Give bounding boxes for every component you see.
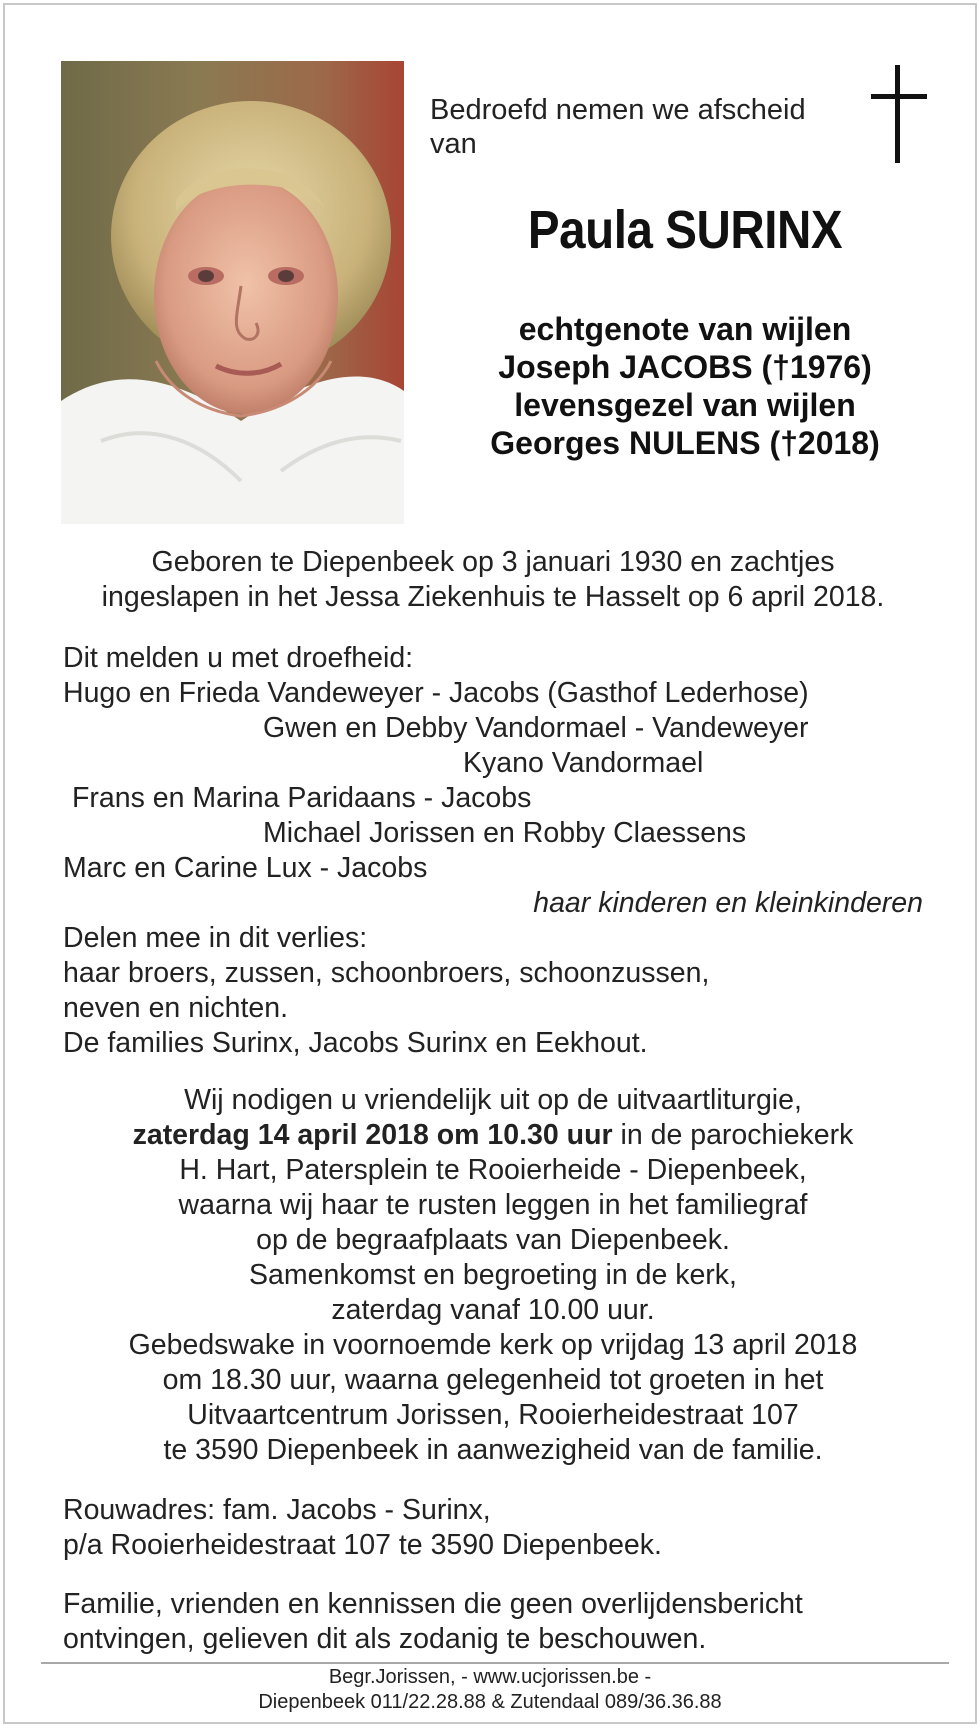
closing-paragraph bbox=[63, 1587, 923, 1657]
birth-line: Geboren te Diepenbeek op 3 januari 1930 en zachtjes bbox=[151, 546, 835, 578]
ceremony-line: Samenkomst en begroeting in de kerk, bbox=[249, 1259, 737, 1291]
spouse-line: levensgezel van wijlen bbox=[514, 387, 856, 423]
obituary-card bbox=[3, 3, 977, 1724]
cross-icon bbox=[871, 65, 927, 163]
footer-line: Diepenbeek 011/22.28.88 & Zutendaal 089/36.36.88 bbox=[258, 1691, 722, 1713]
ceremony-date-line bbox=[63, 1118, 923, 1153]
family-member: Marc en Carine Lux - Jacobs bbox=[63, 852, 428, 884]
address-line: Rouwadres: fam. Jacobs - Surinx, bbox=[63, 1494, 491, 1526]
spouse-line: Joseph JACOBS (†1976) bbox=[498, 349, 872, 385]
ceremony-line: Uitvaartcentrum Jorissen, Rooierheidestraat 107 bbox=[187, 1399, 799, 1431]
family-member: Frans en Marina Paridaans - Jacobs bbox=[72, 782, 532, 814]
ceremony-line: zaterdag vanaf 10.00 uur. bbox=[331, 1294, 655, 1326]
closing-line: ontvingen, gelieven dit als zodanig te beschouwen. bbox=[63, 1623, 707, 1655]
address-line: p/a Rooierheidestraat 107 te 3590 Diepenbeek. bbox=[63, 1529, 662, 1561]
ceremony-line: op de begraafplaats van Diepenbeek. bbox=[256, 1224, 730, 1256]
share-line: neven en nichten. bbox=[63, 992, 289, 1024]
family-member: Gwen en Debby Vandormael - Vandeweyer bbox=[263, 712, 809, 744]
spouse-line: Georges NULENS (†2018) bbox=[490, 425, 880, 461]
address-paragraph bbox=[63, 1493, 923, 1563]
spouse-line: echtgenote van wijlen bbox=[518, 311, 852, 347]
ceremony-line: te 3590 Diepenbeek in aanwezigheid van de familie. bbox=[163, 1434, 823, 1466]
family-relation: haar kinderen en kleinkinderen bbox=[533, 887, 923, 919]
ceremony-line: waarna wij haar te rusten leggen in het familiegraf bbox=[178, 1189, 808, 1221]
family-member: Hugo en Frieda Vandeweyer - Jacobs (Gasthof Lederhose) bbox=[63, 677, 809, 709]
birth-paragraph bbox=[63, 545, 923, 615]
ceremony-line: H. Hart, Patersplein te Rooierheide - Diepenbeek, bbox=[179, 1154, 807, 1186]
portrait-photo bbox=[61, 61, 404, 524]
closing-line: Familie, vrienden en kennissen die geen overlijdensbericht bbox=[63, 1588, 803, 1620]
ceremony-paragraph bbox=[63, 1083, 923, 1468]
footer-line: Begr.Jorissen, - www.ucjorissen.be - bbox=[328, 1666, 652, 1688]
ceremony-location: in de parochiekerk bbox=[612, 1119, 854, 1151]
ceremony-line: Wij nodigen u vriendelijk uit op de uitvaartliturgie, bbox=[184, 1084, 802, 1116]
share-line: De families Surinx, Jacobs Surinx en Eekhout. bbox=[63, 1027, 648, 1059]
footer-divider bbox=[41, 1662, 949, 1664]
intro-line: van bbox=[430, 128, 477, 160]
undertaker-footer bbox=[5, 1665, 975, 1715]
ceremony-date: zaterdag 14 april 2018 om 10.30 uur bbox=[132, 1119, 613, 1151]
share-intro: Delen mee in dit verlies: bbox=[63, 922, 368, 954]
ceremony-line: om 18.30 uur, waarna gelegenheid tot groeten in het bbox=[162, 1364, 824, 1396]
share-line: haar broers, zussen, schoonbroers, schoonzussen, bbox=[63, 957, 710, 989]
ceremony-line: Gebedswake in voornoemde kerk op vrijdag 13 april 2018 bbox=[128, 1329, 858, 1361]
family-member: Kyano Vandormael bbox=[463, 747, 704, 779]
family-member: Michael Jorissen en Robby Claessens bbox=[263, 817, 747, 849]
spouses-block bbox=[425, 310, 945, 462]
family-intro: Dit melden u met droefheid: bbox=[63, 642, 414, 674]
deceased-name: Paula SURINX bbox=[527, 200, 843, 260]
birth-line: ingeslapen in het Jessa Ziekenhuis te Hasselt op 6 april 2018. bbox=[101, 581, 885, 613]
intro-text bbox=[430, 93, 850, 161]
family-paragraph bbox=[63, 641, 923, 1061]
intro-line: Bedroefd nemen we afscheid bbox=[430, 94, 806, 126]
